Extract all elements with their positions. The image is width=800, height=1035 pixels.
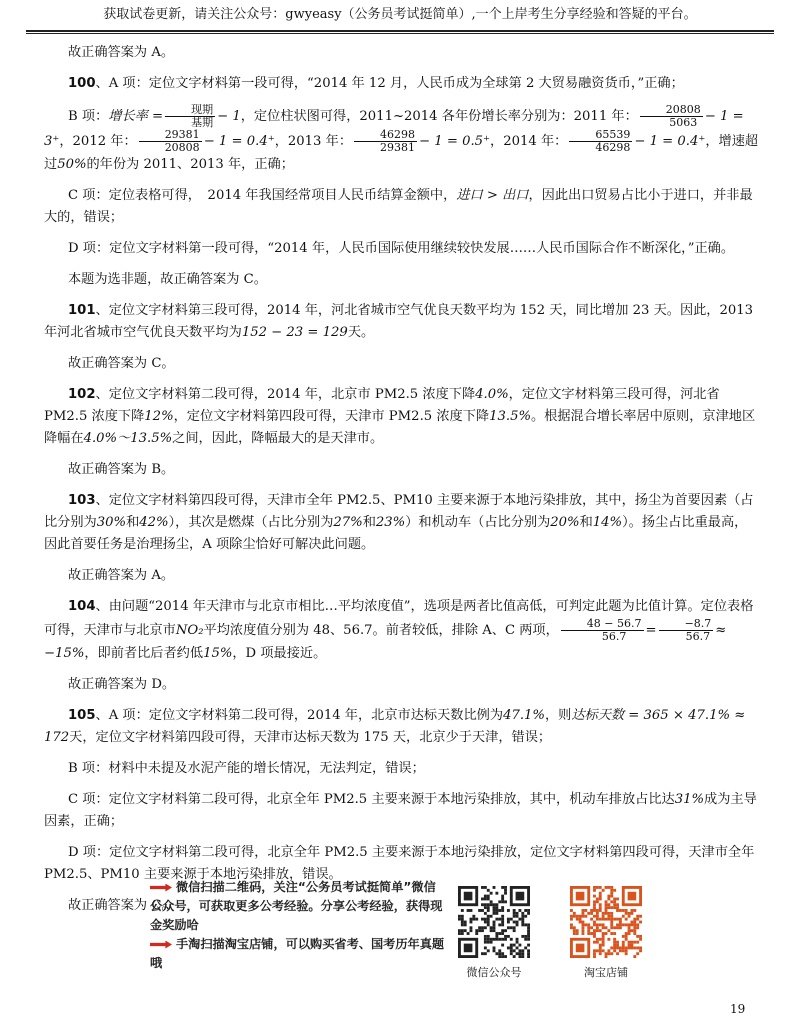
text-run: NO₂ — [175, 623, 204, 638]
text-run: ，定位柱状图可得，2011~2014 各年份增长率分别为：2011 年： — [240, 109, 638, 124]
text-run: 104 — [68, 599, 96, 614]
text-run: ，则 — [544, 708, 572, 723]
fraction — [165, 104, 215, 129]
text-run: 故正确答案为 B。 — [68, 462, 175, 477]
promo-footer — [150, 878, 650, 978]
question-104 — [44, 596, 760, 665]
text-run: 。根据混合增长率居中原则，京津地区降幅在 — [44, 409, 756, 446]
paragraph — [44, 42, 760, 64]
text-run: 20% — [550, 515, 580, 530]
text-run: ，增速超过 — [44, 134, 759, 172]
text-run: 20808 — [164, 141, 200, 154]
text-run: ，即前者比后者约低 — [84, 646, 204, 661]
text-run: 现期 — [165, 104, 215, 117]
text-run: 进口 > 出口 — [456, 188, 529, 203]
question-100-option-b — [44, 104, 760, 176]
text-run: 105 — [68, 708, 96, 723]
question-105 — [44, 705, 760, 749]
text-run: 65539 — [569, 129, 632, 142]
text-run: − 1 = 0.4⁺ — [634, 134, 706, 149]
promo-line-wechat: 微信扫描二维码，关注“公务员考试挺简单”微信公众号，可获取更多公考经验。分享公考经验，获得现金奖励哈 — [150, 880, 443, 932]
fraction — [659, 618, 714, 643]
text-run: 12% — [144, 409, 174, 424]
text-run: 故正确答案为 A。 — [68, 568, 175, 583]
text-run: 4.0% — [475, 387, 509, 402]
text-run: 和 — [126, 515, 140, 530]
text-run: 、由问题“2014 年天津市与北京市相比…平均浓度值”，选项是两者比值高低，可判定此题为比值计算。定位表格可得，天津市与北京市 — [44, 599, 754, 638]
text-run: 、A 项：定位文字材料第二段可得，2014 年，北京市达标天数比例为 — [95, 708, 504, 723]
text-run: 4.0%～13.5% — [83, 431, 173, 446]
text-run: 27% — [333, 515, 363, 530]
text-run: − 1 — [217, 109, 241, 124]
text-run: 30% — [96, 515, 127, 530]
text-run: 152 − 23 = 129 — [241, 325, 348, 340]
text-run: ，定位文字材料第三段可得，河北省 PM2.5 浓度下降 — [44, 387, 720, 424]
text-run: 、A 项：定位文字材料第一段可得，“2014 年 12 月，人民币成为全球第 2 大贸易融资货币，”正确； — [95, 76, 684, 91]
wechat-qr-caption: 微信公众号 — [466, 966, 522, 979]
text-run: 46298 — [595, 141, 631, 154]
header-rule — [26, 30, 774, 32]
fraction — [640, 104, 703, 129]
text-run: ）。扬尘占比重最高，因此首要任务是治理扬尘，A 项除尘恰好可解决此问题。 — [44, 515, 748, 552]
text-run: 50% — [57, 157, 87, 172]
fraction — [354, 129, 417, 154]
text-run: 48 − 56.7 — [561, 618, 644, 631]
question-102 — [44, 384, 760, 450]
text-run: 23% — [375, 515, 406, 530]
text-run: 故正确答案为 A。 — [68, 45, 175, 60]
answer-explanations — [44, 42, 760, 926]
text-run: 本题为选非题，故正确答案为 C。 — [68, 272, 267, 287]
text-run: 增长率 = — [108, 109, 164, 124]
question-105-option-b — [44, 758, 760, 780]
text-run: D 项：定位文字材料第一段可得，“2014 年，人民币国际使用继续较快发展……人民币国际合作不断深化，”正确。 — [68, 241, 735, 256]
page-number: 19 — [730, 1002, 746, 1016]
text-run: 天，定位文字材料第四段可得，天津市达标天数为 175 天，北京少于天津，错误； — [69, 730, 552, 745]
taobao-qr-caption: 淘宝店铺 — [584, 966, 628, 979]
text-run: 之间，因此，降幅最大的是天津市。 — [172, 431, 384, 446]
question-103 — [44, 490, 760, 556]
text-run: = — [645, 623, 657, 638]
text-run: 天。 — [347, 325, 375, 340]
text-run: − 1 = 0.5⁺ — [419, 134, 491, 149]
fraction — [569, 129, 632, 154]
text-run: 、定位文字材料第二段可得，2014 年，北京市 PM2.5 浓度下降 — [95, 387, 476, 402]
text-run: 、定位文字材料第三段可得，2014 年，河北省城市空气优良天数平均为 152 天，同比增加 23 天。因此，2013 年河北省城市空气优良天数平均为 — [44, 303, 754, 340]
question-103-answer — [44, 565, 760, 587]
text-run: 成为主导因素，正确； — [44, 792, 757, 829]
text-run: C 项：定位文字材料第二段可得，北京全年 PM2.5 主要来源于本地污染排放，其中，机动车排放占比达 — [68, 792, 675, 807]
question-101-answer — [44, 353, 760, 375]
text-run: 达标天数 = 365 × 47.1% ≈ 172 — [44, 708, 746, 745]
text-run: ）和机动车（占比分别为 — [405, 515, 551, 530]
question-100-option-c — [44, 185, 760, 229]
text-run: B 项：材料中未提及水泥产能的增长情况，无法判定，错误； — [68, 761, 425, 776]
wechat-qr-code-icon[interactable] — [458, 886, 530, 958]
text-run: 42% — [139, 515, 169, 530]
red-arrow-icon — [150, 884, 172, 892]
fraction — [139, 129, 202, 154]
question-104-answer — [44, 674, 760, 696]
text-run: 、定位文字材料第四段可得，天津市全年 PM2.5、PM10 主要来源于本地污染排放，其中，扬尘为首要因素（占比分别为 — [44, 493, 754, 530]
text-run: 20808 — [640, 104, 703, 117]
question-100 — [44, 73, 760, 95]
text-run: C 项：定位表格可得， 2014 年我国经常项目人民币结算金额中， — [68, 188, 457, 203]
question-100-option-d — [44, 238, 760, 260]
text-run: ，D 项最接近。 — [232, 646, 327, 661]
text-run: 和 — [579, 515, 593, 530]
text-run: ，2013 年： — [274, 134, 353, 149]
text-run: 和 — [362, 515, 376, 530]
fraction — [561, 618, 644, 643]
text-run: 13.5% — [489, 409, 531, 424]
promo-text — [150, 878, 445, 973]
question-100-answer — [44, 269, 760, 291]
text-run: ，因此出口贸易占比小于进口，并非最大的，错误； — [44, 188, 753, 225]
text-run: 102 — [68, 387, 96, 402]
text-run: 5063 — [669, 116, 698, 129]
taobao-qr-code-icon[interactable] — [570, 886, 642, 958]
text-run: 故正确答案为 D。 — [68, 677, 176, 692]
question-105-option-c — [44, 789, 760, 833]
page-header: 获取试卷更新，请关注公众号：gwyeasy（公务员考试挺简单）,一个上岸考生分享经验和答疑的平台。 — [103, 7, 697, 22]
text-run: 基期 — [191, 116, 214, 129]
text-run: 故正确答案为 C。 — [68, 898, 175, 913]
text-run: 故正确答案为 C。 — [68, 356, 175, 371]
text-run: 31% — [674, 792, 705, 807]
text-run: ，定位文字材料第四段可得，天津市 PM2.5 浓度下降 — [173, 409, 490, 424]
text-run: 29381 — [139, 129, 202, 142]
text-run: 15% — [203, 646, 233, 661]
text-run: 14% — [592, 515, 623, 530]
text-run: − 1 = 3⁺ — [44, 109, 744, 149]
text-run: 29381 — [380, 141, 416, 154]
text-run: 100 — [68, 76, 96, 91]
text-run: ，2012 年： — [59, 134, 137, 149]
text-run: ），其次是燃煤（占比分别为 — [168, 515, 334, 530]
header-rule-thin — [26, 33, 774, 34]
text-run: ，2014 年： — [490, 134, 568, 149]
promo-line-taobao: 手淘扫描淘宝店铺，可以购买省考、国考历年真题哦 — [150, 937, 445, 970]
text-run: 56.7 — [601, 630, 627, 643]
question-101 — [44, 300, 760, 344]
text-run: 的年份为 2011、2013 年，正确； — [86, 157, 294, 172]
text-run: D 项：定位文字材料第二段可得，北京全年 PM2.5 主要来源于本地污染排放，定位文字材料第四段可得，天津市全年 PM2.5、PM10 主要来源于本地污染排放，错误。 — [44, 845, 755, 882]
text-run: 103 — [68, 493, 96, 508]
text-run: 47.1% — [503, 708, 545, 723]
text-run: 46298 — [354, 129, 417, 142]
text-run: 101 — [68, 303, 96, 318]
text-run: ≈ −15% — [44, 623, 727, 661]
text-run: −8.7 — [659, 618, 714, 631]
text-run: 平均浓度值分别为 48、56.7。前者较低，排除 A、C 两项， — [203, 623, 559, 638]
text-run: − 1 = 0.4⁺ — [203, 134, 275, 149]
text-run: 56.7 — [685, 630, 711, 643]
text-run: B 项： — [68, 109, 109, 124]
red-arrow-icon — [150, 941, 172, 949]
question-102-answer — [44, 459, 760, 481]
